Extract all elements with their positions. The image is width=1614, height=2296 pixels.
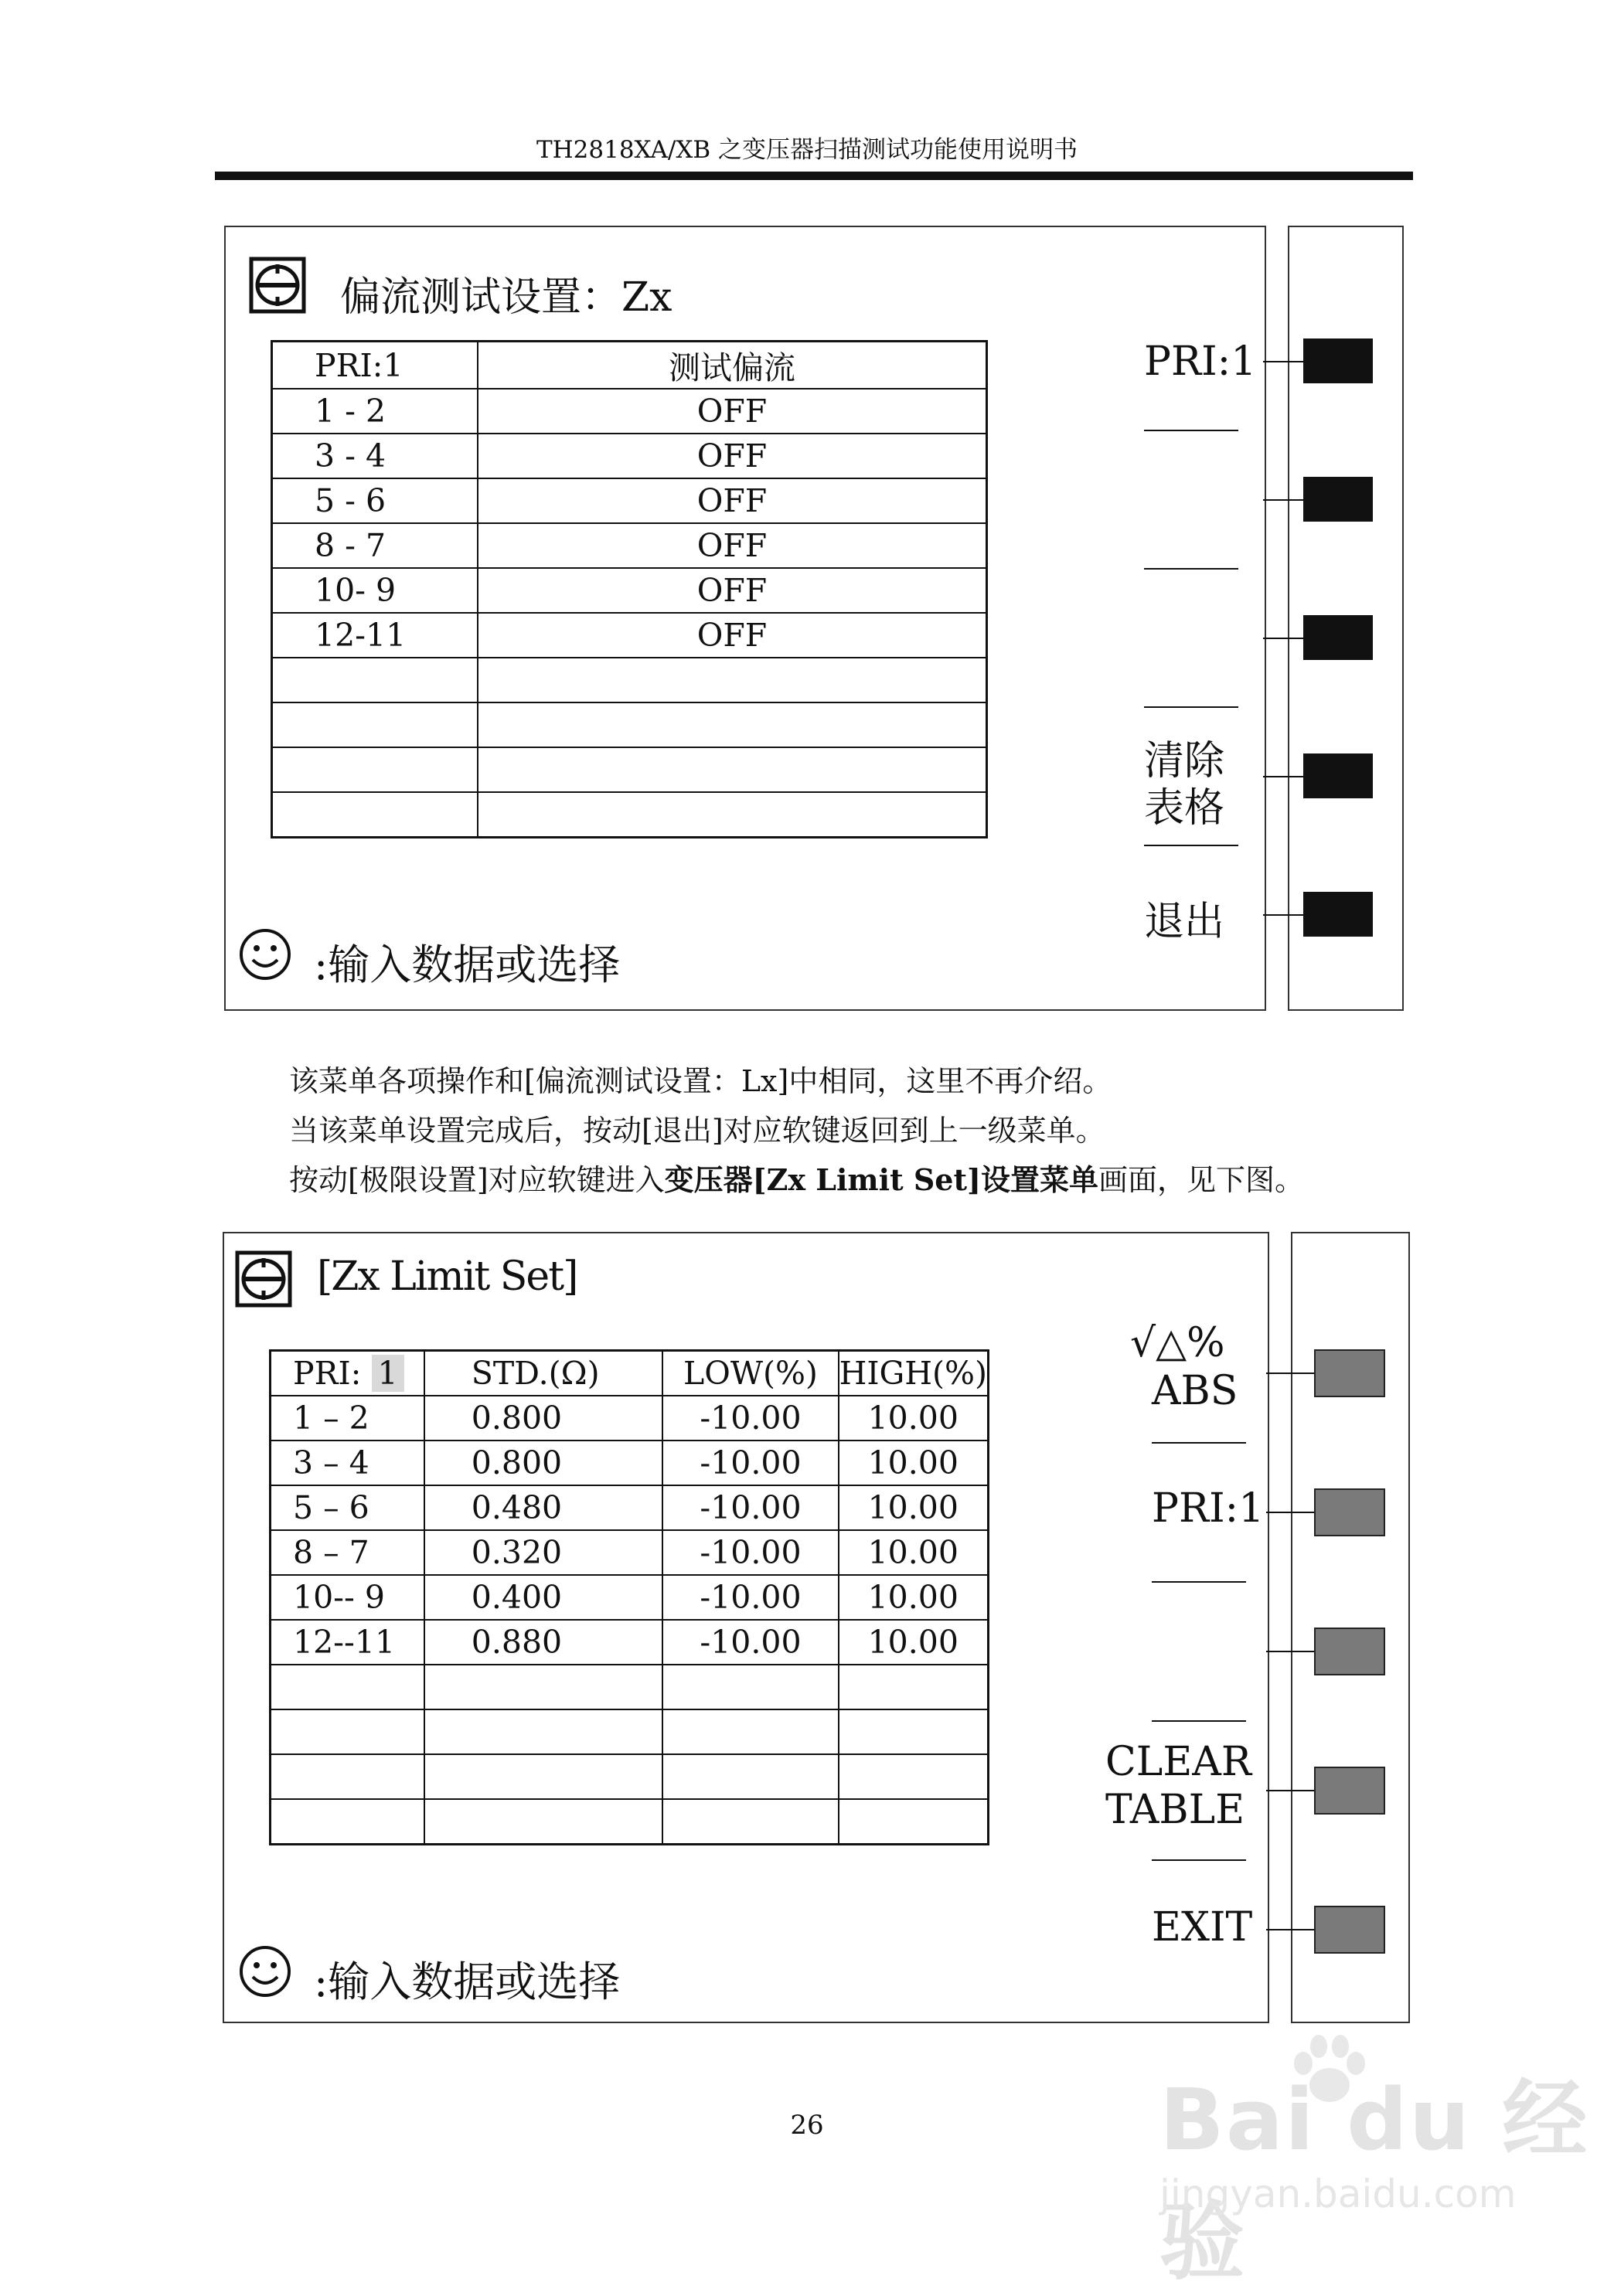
- table-cell[interactable]: [839, 1709, 989, 1754]
- table-row: [271, 1530, 989, 1575]
- screen1-title: 偏流测试设置：Zx: [340, 274, 672, 321]
- table-cell[interactable]: -10.00: [662, 1530, 838, 1575]
- table-row: [271, 1709, 989, 1754]
- table-row: [271, 1754, 989, 1799]
- table-cell[interactable]: [272, 658, 478, 702]
- table-row: [271, 1441, 989, 1485]
- table-row: [271, 1799, 989, 1845]
- table-row: [272, 523, 987, 568]
- table-cell[interactable]: [662, 1665, 838, 1709]
- table-row: [272, 702, 987, 747]
- table-cell[interactable]: 5 - 6: [272, 478, 478, 523]
- bridge-icon: [249, 257, 306, 314]
- table-cell[interactable]: [424, 1665, 663, 1709]
- table-cell[interactable]: [424, 1709, 663, 1754]
- header-low: LOW(%): [662, 1351, 838, 1396]
- document-header-title: TH2818XA/XB 之变压器扫描测试功能使用说明书: [536, 136, 1078, 164]
- table-row: [271, 1485, 989, 1530]
- body-text-line3-d: 设置菜单: [981, 1162, 1099, 1197]
- table-cell[interactable]: 10.00: [839, 1530, 989, 1575]
- table-header-row: [271, 1351, 989, 1396]
- table-row: [272, 434, 987, 478]
- table-row: [272, 478, 987, 523]
- bridge-icon: [235, 1250, 292, 1308]
- softkey-1-label-line2: ABS: [1152, 1368, 1238, 1414]
- header-pri-label: PRI:: [293, 1355, 362, 1392]
- table-cell[interactable]: [478, 747, 987, 792]
- table-cell[interactable]: 0.320: [424, 1530, 663, 1575]
- table-row: [272, 568, 987, 613]
- softkey-connector: [1263, 776, 1303, 777]
- header-bias-current: 测试偏流: [478, 342, 987, 389]
- table-cell[interactable]: OFF: [478, 568, 987, 613]
- table-row: [271, 1396, 989, 1441]
- softkey-4-clear-table[interactable]: [1314, 1767, 1385, 1815]
- table-row: [272, 658, 987, 702]
- softkey-1-label: PRI:1: [1144, 338, 1257, 385]
- softkey-connector: [1263, 361, 1303, 362]
- table-cell[interactable]: 5 – 6: [271, 1485, 424, 1530]
- body-text-line3-e: 画面，见下图。: [1098, 1163, 1305, 1197]
- table-header-row: [272, 342, 987, 389]
- table-cell[interactable]: 8 – 7: [271, 1530, 424, 1575]
- table-cell[interactable]: [478, 702, 987, 747]
- table-row: [271, 1620, 989, 1665]
- table-cell[interactable]: 10-- 9: [271, 1575, 424, 1620]
- table-cell[interactable]: -10.00: [662, 1620, 838, 1665]
- softkey-3[interactable]: [1303, 615, 1373, 660]
- softkey-4-label-line1: 清除: [1144, 738, 1225, 784]
- table-cell[interactable]: -10.00: [662, 1396, 838, 1441]
- table-cell[interactable]: [272, 747, 478, 792]
- table-row: [272, 613, 987, 658]
- table-cell[interactable]: 1 – 2: [271, 1396, 424, 1441]
- softkey-1-abs-toggle[interactable]: [1314, 1349, 1385, 1397]
- table-cell[interactable]: 10.00: [839, 1441, 989, 1485]
- softkey-divider: [1144, 845, 1238, 846]
- table-cell[interactable]: [839, 1799, 989, 1845]
- softkey-connector: [1263, 638, 1303, 639]
- table-cell[interactable]: 0.480: [424, 1485, 663, 1530]
- softkey-divider: [1144, 706, 1238, 708]
- table-cell[interactable]: 10- 9: [272, 568, 478, 613]
- softkey-connector: [1266, 1372, 1314, 1374]
- table-cell[interactable]: [424, 1754, 663, 1799]
- softkey-connector: [1266, 1929, 1314, 1930]
- softkey-5-label: 退出: [1144, 899, 1225, 945]
- softkey-5-label: EXIT: [1152, 1904, 1253, 1951]
- table-cell[interactable]: 0.800: [424, 1396, 663, 1441]
- softkey-divider: [1152, 1859, 1246, 1861]
- table-cell[interactable]: OFF: [478, 523, 987, 568]
- softkey-connector: [1266, 1790, 1314, 1791]
- status-message: :输入数据或选择: [314, 1958, 621, 2006]
- smiley-icon: [238, 1944, 292, 1998]
- table-cell[interactable]: -10.00: [662, 1575, 838, 1620]
- table-cell[interactable]: -10.00: [662, 1485, 838, 1530]
- softkey-4-label-line2: TABLE: [1105, 1787, 1245, 1833]
- softkey-2[interactable]: [1303, 477, 1373, 522]
- smiley-icon: [238, 927, 292, 981]
- softkey-4-label-line2: 表格: [1144, 785, 1225, 832]
- softkey-1-label-line1: √△%: [1130, 1320, 1225, 1366]
- table-cell[interactable]: [478, 658, 987, 702]
- table-cell[interactable]: 10.00: [839, 1620, 989, 1665]
- softkey-4-clear-table[interactable]: [1303, 753, 1373, 798]
- header-pri[interactable]: PRI:1: [272, 342, 478, 389]
- table-cell[interactable]: [662, 1709, 838, 1754]
- table-cell[interactable]: OFF: [478, 478, 987, 523]
- table-cell[interactable]: [271, 1709, 424, 1754]
- table-cell[interactable]: 3 – 4: [271, 1441, 424, 1485]
- table-cell[interactable]: 10.00: [839, 1396, 989, 1441]
- table-row: [271, 1575, 989, 1620]
- zx-limit-table: [269, 1349, 989, 1845]
- bias-current-table: [271, 340, 988, 838]
- table-cell[interactable]: [271, 1799, 424, 1845]
- header-pri[interactable]: [271, 1351, 424, 1396]
- table-cell[interactable]: [272, 702, 478, 747]
- table-cell[interactable]: [839, 1665, 989, 1709]
- body-text-line1: 该菜单各项操作和[偏流测试设置：Lx]中相同，这里不再介绍。: [289, 1064, 1112, 1098]
- header-std: STD.(Ω): [424, 1351, 663, 1396]
- table-cell[interactable]: OFF: [478, 434, 987, 478]
- table-cell[interactable]: -10.00: [662, 1441, 838, 1485]
- header-rule: [215, 172, 1413, 180]
- watermark-url: jingyan.baidu.com: [1159, 2172, 1517, 2216]
- softkey-connector: [1263, 499, 1303, 501]
- table-cell[interactable]: 8 - 7: [272, 523, 478, 568]
- table-cell[interactable]: [478, 792, 987, 838]
- softkey-connector: [1266, 1512, 1314, 1513]
- softkey-4-label-line1: CLEAR: [1105, 1739, 1251, 1785]
- page-number: 26: [790, 2110, 824, 2141]
- table-cell[interactable]: 10.00: [839, 1485, 989, 1530]
- header-high: HIGH(%): [839, 1351, 989, 1396]
- screen2-title: [Zx Limit Set]: [317, 1253, 577, 1300]
- softkey-divider: [1152, 1581, 1246, 1583]
- body-text-line3-c: [Zx Limit Set]: [752, 1162, 982, 1197]
- table-cell[interactable]: 1 - 2: [272, 389, 478, 434]
- softkey-divider: [1152, 1720, 1246, 1722]
- table-cell[interactable]: [272, 792, 478, 838]
- table-row: [272, 389, 987, 434]
- table-cell[interactable]: 0.400: [424, 1575, 663, 1620]
- table-cell[interactable]: [662, 1799, 838, 1845]
- table-cell[interactable]: 3 - 4: [272, 434, 478, 478]
- softkey-1[interactable]: [1303, 338, 1373, 383]
- softkey-divider: [1144, 568, 1238, 570]
- softkey-5-exit[interactable]: [1314, 1906, 1385, 1954]
- table-cell[interactable]: 12-11: [272, 613, 478, 658]
- table-cell[interactable]: 0.800: [424, 1441, 663, 1485]
- softkey-connector: [1266, 1651, 1314, 1652]
- table-cell[interactable]: 10.00: [839, 1575, 989, 1620]
- body-text-line3-b: 变压器: [664, 1162, 753, 1197]
- table-cell[interactable]: 0.880: [424, 1620, 663, 1665]
- status-message: :输入数据或选择: [314, 941, 621, 989]
- table-cell[interactable]: [662, 1754, 838, 1799]
- softkey-divider: [1144, 430, 1238, 431]
- softkey-divider: [1152, 1442, 1246, 1444]
- table-row: [272, 747, 987, 792]
- body-text-line3: [289, 1156, 1304, 1199]
- pri-value-field[interactable]: 1: [372, 1355, 404, 1392]
- softkey-connector: [1263, 914, 1303, 916]
- table-row: [271, 1665, 989, 1709]
- softkey-3[interactable]: [1314, 1628, 1385, 1675]
- table-cell[interactable]: [424, 1799, 663, 1845]
- body-text-line3-a: 按动[极限设置]对应软键进入: [289, 1163, 665, 1197]
- table-row: [272, 792, 987, 838]
- softkey-2-label: PRI:1: [1152, 1485, 1265, 1532]
- body-text-line2: 当该菜单设置完成后，按动[退出]对应软键返回到上一级菜单。: [289, 1114, 1105, 1148]
- softkey-2-pri[interactable]: [1314, 1488, 1385, 1536]
- table-cell[interactable]: 12--11: [271, 1620, 424, 1665]
- table-cell[interactable]: [839, 1754, 989, 1799]
- watermark-brand: Bai du 经验: [1159, 2070, 1589, 2291]
- softkey-5-exit[interactable]: [1303, 892, 1373, 937]
- table-cell[interactable]: [271, 1754, 424, 1799]
- table-cell[interactable]: OFF: [478, 389, 987, 434]
- table-cell[interactable]: [271, 1665, 424, 1709]
- table-cell[interactable]: OFF: [478, 613, 987, 658]
